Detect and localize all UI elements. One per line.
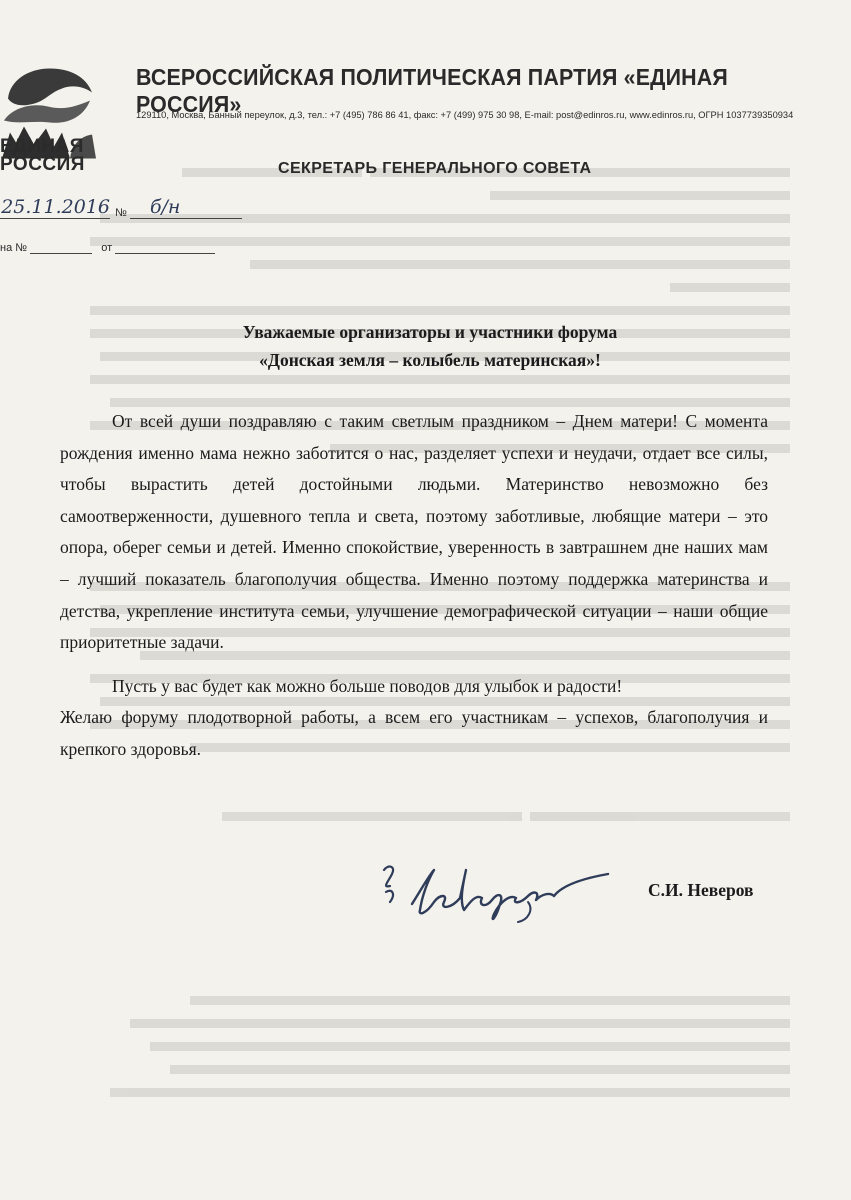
greeting-line1: Уважаемые организаторы и участники форума <box>242 322 618 342</box>
reply-number-blank <box>30 253 92 254</box>
registration-date: 25.11.2016 <box>1 196 110 218</box>
from-label: от <box>101 242 113 254</box>
reply-label: на № <box>0 242 28 254</box>
registration-number: б/н <box>130 196 242 219</box>
greeting <box>150 318 710 374</box>
council-title: СЕКРЕТАРЬ ГЕНЕРАЛЬНОГО СОВЕТА <box>278 160 592 177</box>
signer-name: С.И. Неверов <box>648 880 754 900</box>
logo-text-line2: РОССИЯ <box>0 154 85 175</box>
registration-row <box>0 196 242 219</box>
number-label: № <box>115 207 127 219</box>
logo-text-line1: ЕДИНАЯ <box>0 136 84 157</box>
reply-row <box>0 242 215 254</box>
body-paragraph-3: Желаю форуму плодотворной работы, а всем его участникам – успехов, благополучия и крепкого здоровья. <box>60 707 768 759</box>
body-paragraph-2: Пусть у вас будет как можно больше поводов для улыбок и радости! <box>112 675 623 696</box>
body-paragraph-1: От всей души поздравляю с таким светлым праздником – Днем матери! С момента рождения именно мама нежно заботится о нас, разделяет успехи и неудачи, отдает все силы, чтобы вырастить детей достойными людьми. Материнство невозможно без самоотверженности, душевного тепла и света, поэтому заботливые, любящие матери – это опора, оберег семьи и детей. Именно спокойствие, уверенность в завтрашнем дне наших мам – лучший показатель благополучия общества. Именно поэтому поддержка материнства и детства, укрепление института семьи, улучшение демографической ситуации – наши общие приоритетные задачи. <box>60 411 768 653</box>
letter-body <box>60 406 768 766</box>
handwritten-signature <box>378 858 618 928</box>
logo-wordmark <box>0 138 110 174</box>
party-address: 129110, Москва, Банный переулок, д.3, тел.: +7 (495) 786 86 41, факс: +7 (499) 975 30 98, E-mail: post@edinros.ru, www.edinros.ru, ОГРН 1037739350934 <box>136 110 794 120</box>
reply-date-blank <box>115 253 215 254</box>
party-name: ВСЕРОССИЙСКАЯ ПОЛИТИЧЕСКАЯ ПАРТИЯ «ЕДИНАЯ РОССИЯ» <box>136 64 728 117</box>
greeting-line2: «Донская земля – колыбель материнская»! <box>259 350 601 370</box>
